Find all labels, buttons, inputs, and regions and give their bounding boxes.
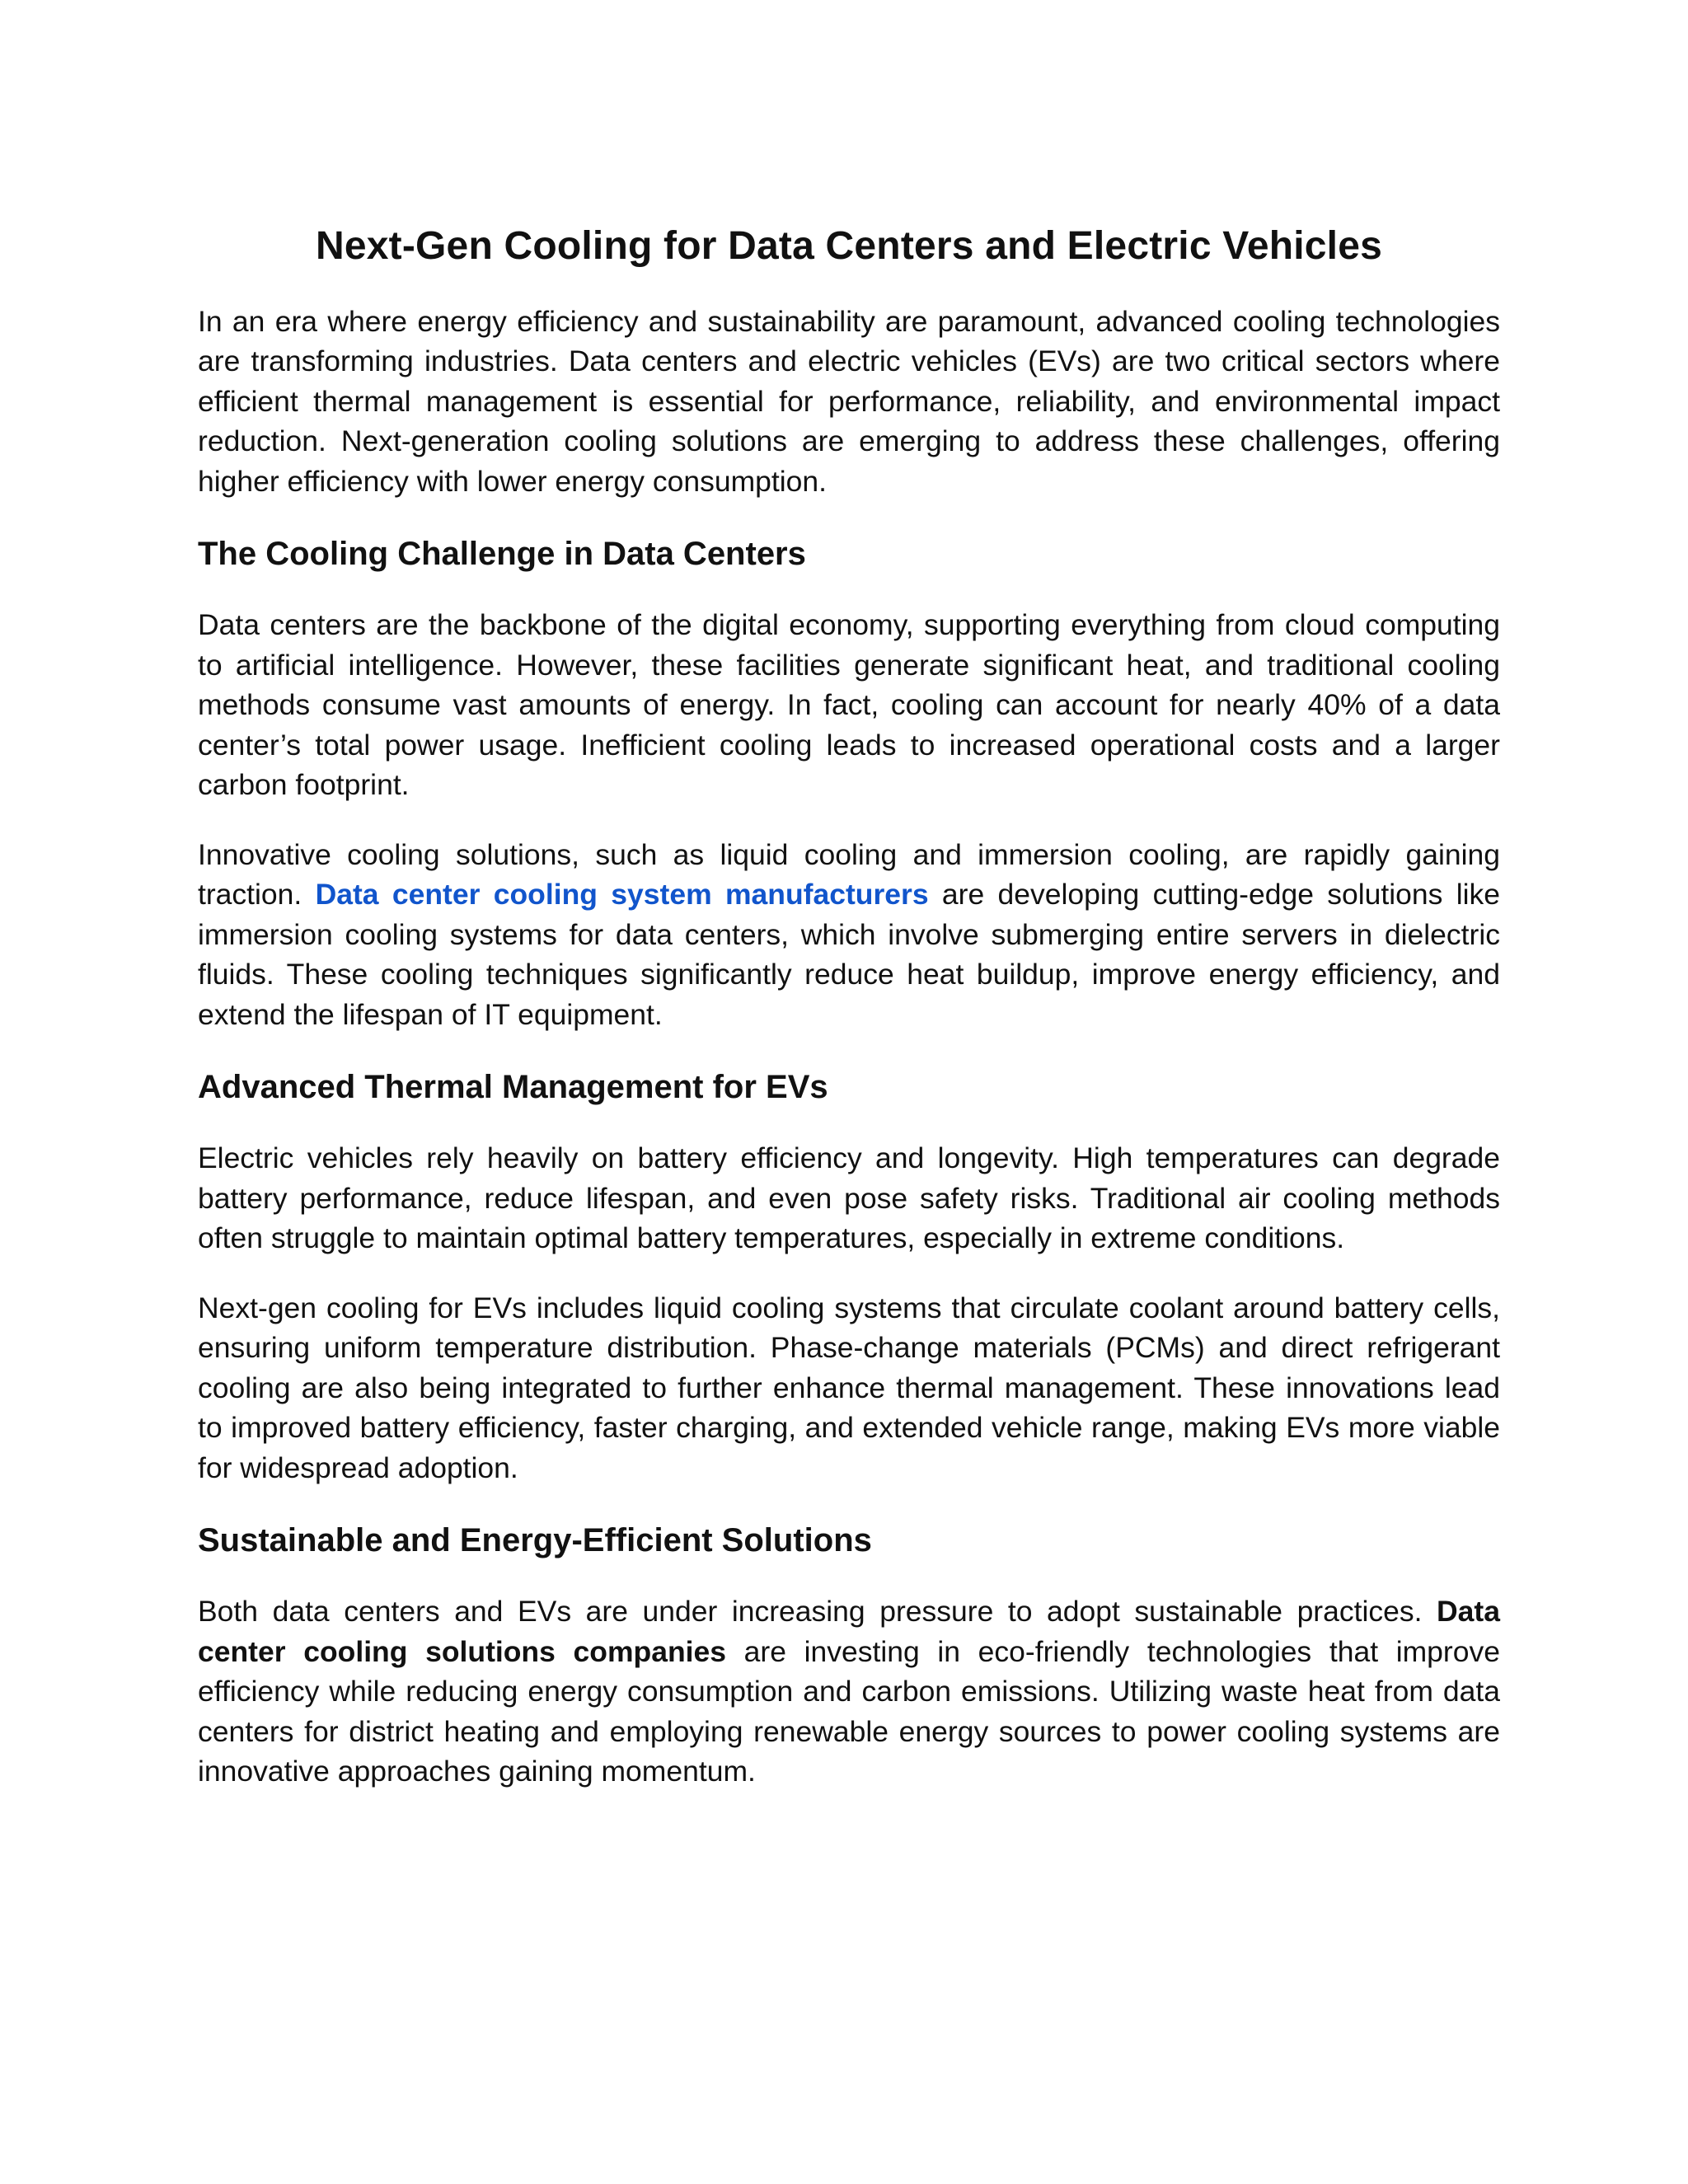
paragraph-text: Innovative cooling solutions, such as liquid cooling and immersion cooling, are rapidly gaining traction. <box>198 837 1500 912</box>
document-title: Next-Gen Cooling for Data Centers and Electric Vehicles <box>315 224 1382 268</box>
evs-paragraph-2: Next-gen cooling for EVs includes liquid cooling systems that circulate coolant around battery cells, ensuring uniform temperature distribution. Phase-change materials (PCMs) and direct refrigerant cooling are also being integrated to further enhance thermal management. These innovations lead to improved battery efficiency, faster charging, and extended vehicle range, making EVs more viable for widespread adoption. <box>198 1291 1500 1484</box>
bold-phrase: Data center cooling solutions companies <box>198 1595 1500 1668</box>
section-heading-evs: Advanced Thermal Management for EVs <box>198 1069 828 1106</box>
paragraph-text: Both data centers and EVs are under increasing pressure to adopt sustainable practices. <box>198 1595 1437 1629</box>
sustainable-paragraph-1 <box>198 1591 1500 1792</box>
section-heading-data-centers: The Cooling Challenge in Data Centers <box>198 536 806 573</box>
evs-paragraph-1: Electric vehicles rely heavily on battery efficiency and longevity. High temperatures can degrade battery performance, reduce lifespan, and even pose safety risks. Traditional air cooling methods often struggle to maintain optimal battery temperatures, especially in extreme conditions. <box>198 1141 1500 1255</box>
paragraph-text: are developing cutting-edge solutions like immersion cooling systems for data centers, which involve submerging entire servers in dielectric fluids. These cooling techniques significantly reduce heat buildup, improve energy efficiency, and extend the lifespan of IT equipment. <box>198 878 1500 1031</box>
document-page <box>198 223 1500 1821</box>
intro-paragraph: In an era where energy efficiency and sustainability are paramount, advanced cooling technologies are transforming industries. Data centers and electric vehicles (EVs) are two critical sectors where efficient thermal management is essential for performance, reliability, and environmental impact reduction. Next-generation cooling solutions are emerging to address these challenges, offering higher efficiency with lower energy consumption. <box>198 304 1500 498</box>
paragraph-text: are investing in eco-friendly technologies that improve efficiency while reducing energy consumption and carbon emissions. Utilizing waste heat from data centers for district heating and employing renewable energy sources to power cooling systems are innovative approaches gaining momentum. <box>198 1634 1500 1788</box>
manufacturers-link[interactable]: Data center cooling system manufacturers <box>315 878 929 912</box>
data-centers-paragraph-2 <box>198 835 1500 1035</box>
section-heading-sustainable: Sustainable and Energy-Efficient Solutions <box>198 1522 872 1559</box>
data-centers-paragraph-1: Data centers are the backbone of the digital economy, supporting everything from cloud computing to artificial intelligence. However, these facilities generate significant heat, and traditional cooling methods consume vast amounts of energy. In fact, cooling can account for nearly 40% of a data center’s total power usage. Inefficient cooling leads to increased operational costs and a larger carbon footprint. <box>198 608 1500 802</box>
